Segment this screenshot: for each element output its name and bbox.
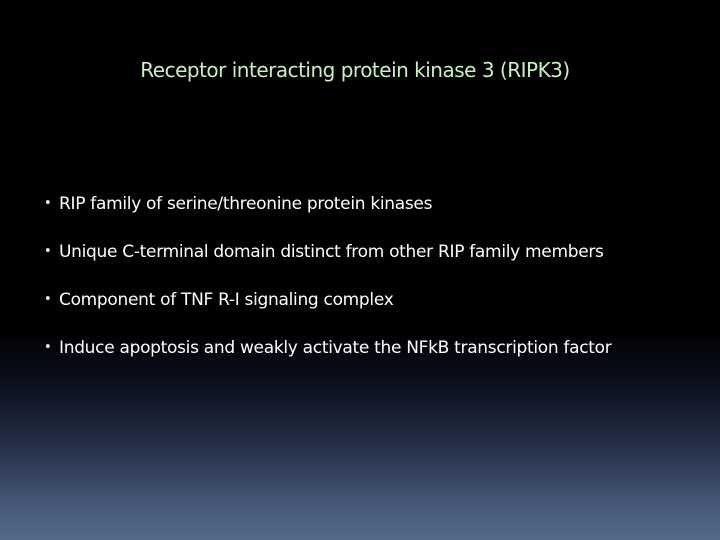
bullet-item xyxy=(44,338,714,386)
bullet-text: Component of TNF R-I signaling complex xyxy=(59,290,394,310)
bullet-text: Induce apoptosis and weakly activate the NFkB transcription factor xyxy=(59,338,612,358)
bullet-dot-icon: • xyxy=(44,340,52,355)
bullet-dot-icon: • xyxy=(44,196,52,211)
bullet-text: RIP family of serine/threonine protein kinases xyxy=(59,194,433,214)
bullet-text: Unique C-terminal domain distinct from other RIP family members xyxy=(59,242,604,262)
bullet-item xyxy=(44,242,714,290)
slide-title: Receptor interacting protein kinase 3 (RIPK3) xyxy=(140,58,570,82)
bullet-item xyxy=(44,290,714,338)
bullet-item xyxy=(44,194,714,242)
bullet-dot-icon: • xyxy=(44,244,52,259)
bullet-dot-icon: • xyxy=(44,292,52,307)
bullet-list xyxy=(44,194,714,386)
